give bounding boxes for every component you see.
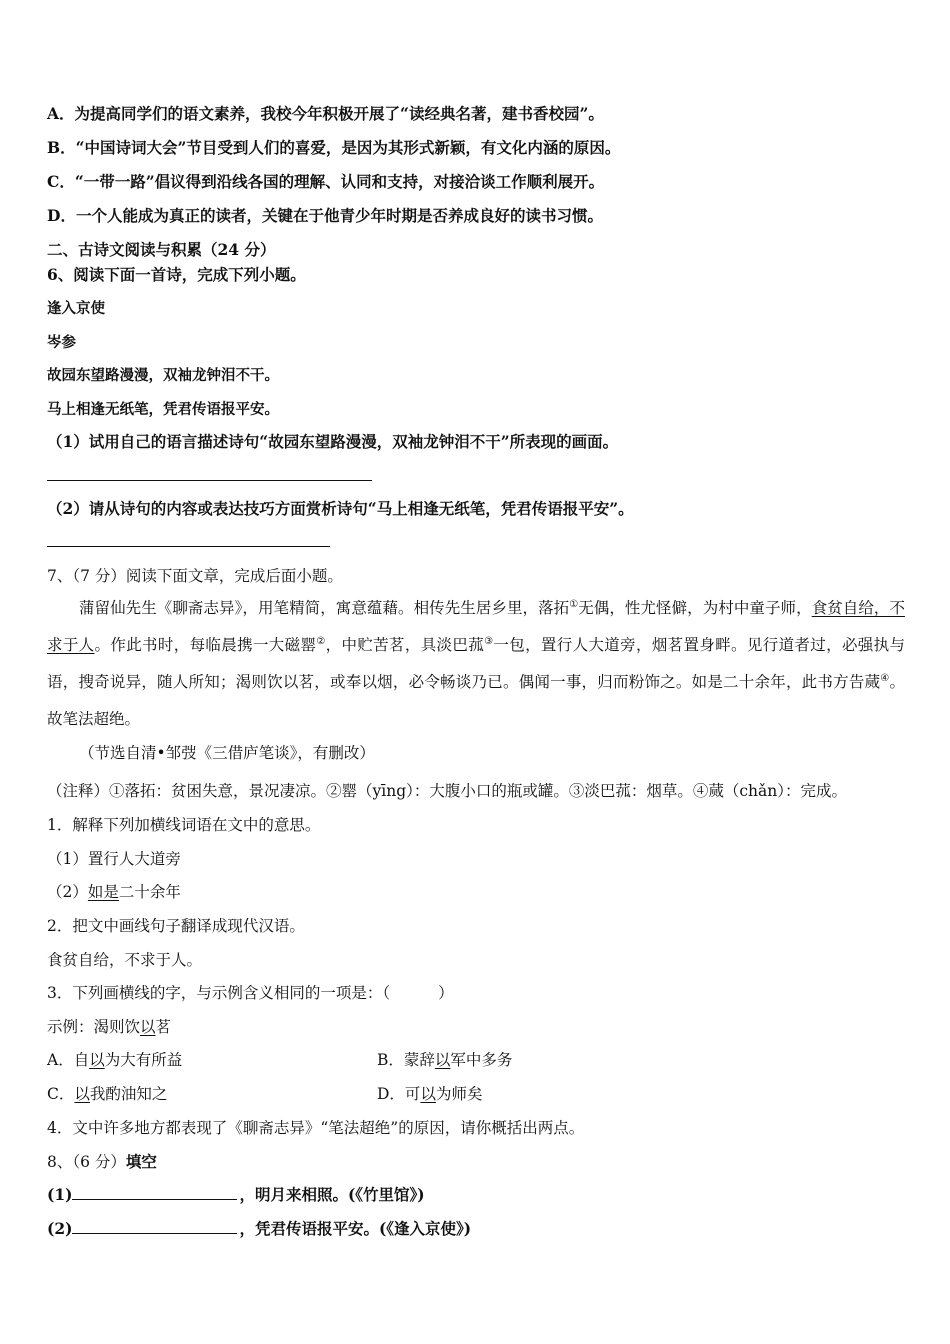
q3-close: ） bbox=[438, 984, 454, 1002]
q3-option-b bbox=[377, 1050, 512, 1070]
q7-q1: 1．解释下列加横线词语在文中的意思。 bbox=[47, 816, 321, 834]
passage-text: 。故笔法超绝。 bbox=[47, 673, 906, 728]
passage-source: （节选自清•邹弢《三借庐笔谈》，有删改） bbox=[79, 744, 375, 762]
q6-sub2: （2）请从诗句的内容或表达技巧方面赏析诗句“马上相逢无纸笔，凭君传语报平安”。 bbox=[47, 499, 634, 518]
poem-title: 逢入京使 bbox=[47, 301, 105, 317]
note-mark: ③ bbox=[484, 635, 494, 647]
q1-2-rest: 二十余年 bbox=[118, 883, 181, 901]
answer-line-1[interactable] bbox=[47, 480, 372, 481]
example-underlined: 以 bbox=[140, 1018, 156, 1036]
section-title: 二、古诗文阅读与积累（24 分） bbox=[47, 240, 276, 259]
item-number: (1) bbox=[47, 1185, 73, 1204]
item-text: ，明月来相照。(《竹里馆》) bbox=[239, 1185, 425, 1204]
example-post: 茗 bbox=[155, 1018, 172, 1036]
q8-stem bbox=[47, 1152, 157, 1172]
q7-q2: 2．把文中画线句子翻译成现代汉语。 bbox=[47, 917, 305, 935]
q6-sub1: （1）试用自己的语言描述诗句“故园东望路漫漫，双袖龙钟泪不干”所表现的画面。 bbox=[47, 432, 619, 451]
item-text: ，凭君传语报平安。(《逢入京使》) bbox=[239, 1219, 472, 1238]
q7-stem: 7、（7 分）阅读下面文章，完成后面小题。 bbox=[47, 567, 343, 585]
fill-blank-2[interactable] bbox=[72, 1219, 237, 1234]
passage-text: ，中贮苦茗，具淡巴菰 bbox=[325, 636, 485, 654]
q6-stem: 6、阅读下面一首诗，完成下列小题。 bbox=[47, 265, 306, 284]
note-mark: ② bbox=[316, 635, 326, 647]
notes: （注释）①落拓：贫困失意，景况凄凉。②罂（yīng）：大腹小口的瓶或罐。③淡巴菰：烟草。④蒇（chǎn）：完成。 bbox=[47, 782, 848, 800]
note-mark: ④ bbox=[880, 672, 890, 684]
opt-underlined: 以 bbox=[74, 1085, 90, 1103]
q3-example bbox=[47, 1017, 171, 1037]
opt-underlined: 以 bbox=[420, 1085, 436, 1103]
q3-option-c bbox=[47, 1084, 167, 1104]
poem-line-2: 马上相逢无纸笔，凭君传语报平安。 bbox=[47, 402, 279, 418]
option-a: A．为提高同学们的语文素养，我校今年积极开展了“读经典名著，建书香校园”。 bbox=[47, 104, 604, 123]
poem-author: 岑参 bbox=[47, 335, 76, 351]
note-mark: ① bbox=[569, 598, 579, 610]
opt-post: 军中多务 bbox=[450, 1051, 513, 1069]
q8-title: 填空 bbox=[125, 1152, 157, 1171]
q7-q1-1 bbox=[47, 849, 181, 869]
q1-1-rest: 行人大道旁 bbox=[103, 850, 181, 868]
q3-text: 3．下列画横线的字，与示例含义相同的一项是：（ bbox=[47, 984, 391, 1002]
poem-line-1: 故园东望路漫漫，双袖龙钟泪不干。 bbox=[47, 368, 279, 384]
answer-line-2[interactable] bbox=[47, 546, 330, 547]
opt-pre: B．蒙辞 bbox=[377, 1051, 435, 1069]
q8-prefix: 8、（6 分） bbox=[47, 1153, 126, 1171]
q1-2-underlined: 如是 bbox=[87, 883, 119, 901]
underlined-sentence: 食贫自给，不求于人 bbox=[47, 599, 905, 654]
q1-2-prefix: （2） bbox=[47, 883, 88, 901]
opt-underlined: 以 bbox=[89, 1051, 105, 1069]
q8-item-2 bbox=[47, 1219, 471, 1239]
q7-q3 bbox=[47, 983, 454, 1003]
passage-text: 一包，置行人大道旁，烟茗置身畔。见行道者过，必强执与语，搜奇说异，随人所知；渴则饮以茗，或奉以烟，必令畅谈乃已。偶闻一事，归而粉饰之。如是二十余年，此书方告蒇 bbox=[47, 636, 905, 691]
option-b: B．“中国诗词大会”节目受到人们的喜爱，是因为其形式新颖，有文化内涵的原因。 bbox=[47, 138, 621, 157]
option-c: C．“一带一路”倡议得到沿线各国的理解、认同和支持，对接洽谈工作顺利展开。 bbox=[47, 172, 605, 191]
opt-post: 我酌油知之 bbox=[89, 1085, 168, 1103]
passage-text: 蒲留仙先生《聊斋志异》，用笔精简，寓意蕴藉。相传先生居乡里，落拓 bbox=[79, 599, 570, 617]
opt-pre: A．自 bbox=[47, 1051, 90, 1069]
option-d: D．一个人能成为真正的读者，关键在于他青少年时期是否养成良好的读书习惯。 bbox=[47, 206, 603, 225]
q7-q1-2 bbox=[47, 882, 181, 902]
passage-text: 无偶，性尤怪僻，为村中童子师， bbox=[578, 599, 812, 617]
fill-blank-1[interactable] bbox=[72, 1185, 237, 1200]
q7-q4: 4．文中许多地方都表现了《聊斋志异》“笔法超绝”的原因，请你概括出两点。 bbox=[47, 1119, 585, 1137]
passage-text: 。作此书时，每临晨携一大磁罂 bbox=[94, 636, 317, 654]
opt-pre: C． bbox=[47, 1085, 75, 1103]
opt-pre: D．可 bbox=[377, 1085, 421, 1103]
q3-option-a bbox=[47, 1050, 182, 1070]
opt-post: 为大有所益 bbox=[104, 1051, 183, 1069]
q7-q2-sentence: 食贫自给，不求于人。 bbox=[47, 951, 203, 969]
passage bbox=[47, 590, 905, 738]
q1-1-prefix: （1）置 bbox=[47, 850, 104, 868]
q8-item-1 bbox=[47, 1185, 425, 1205]
opt-post: 为师矣 bbox=[435, 1085, 483, 1103]
opt-underlined: 以 bbox=[434, 1051, 451, 1069]
item-number: (2) bbox=[47, 1219, 73, 1238]
q3-option-d bbox=[377, 1084, 482, 1104]
example-pre: 示例：渴则饮 bbox=[47, 1018, 141, 1036]
